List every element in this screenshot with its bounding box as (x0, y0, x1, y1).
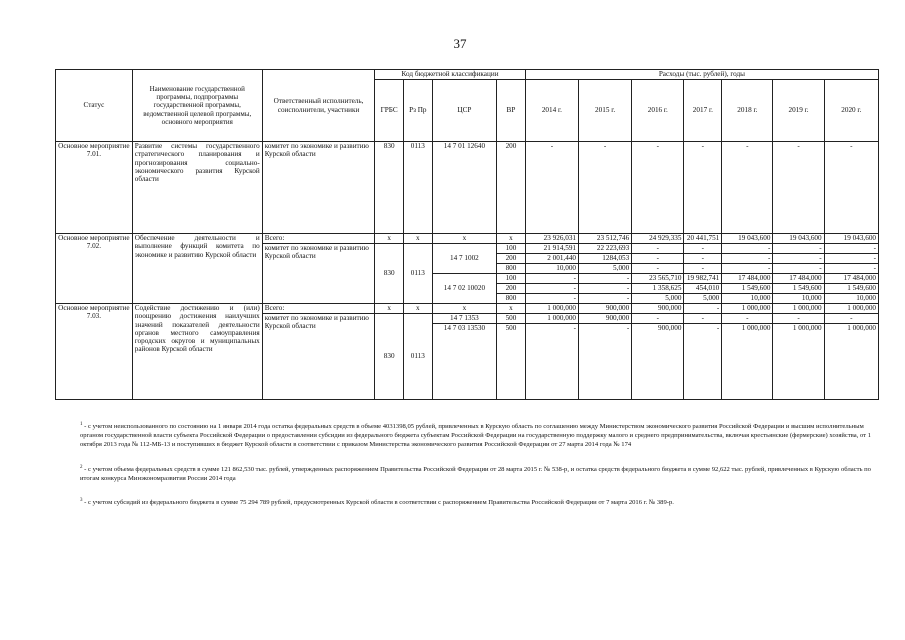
value-cell: - (632, 264, 684, 274)
value-cell: 5,000 (579, 264, 632, 274)
vr-cell: 200 (497, 254, 526, 264)
vr-cell: 500 (497, 324, 526, 400)
header-name: Наименование государственной программы, подпрограммы государственной программы, ведомственной целевой программы, основного мероприятия (132, 70, 262, 142)
total-value: 1 000,000 (722, 304, 773, 314)
total-value: 23 512,746 (579, 234, 632, 244)
value-cell: 5,000 (632, 294, 684, 304)
total-value: 24 929,335 (632, 234, 684, 244)
value-cell: - (773, 264, 824, 274)
value-cell: - (824, 244, 878, 254)
value-cell: - (722, 264, 773, 274)
value-cell: 1 000,000 (773, 324, 824, 400)
value-cell: - (579, 284, 632, 294)
total-value: 900,000 (579, 304, 632, 314)
grbs-cell: 830 (375, 244, 404, 304)
value-cell: - (824, 314, 878, 324)
value-cell: - (722, 314, 773, 324)
value-cell: - (525, 294, 578, 304)
total-value: 19 043,600 (722, 234, 773, 244)
header-executor: Ответственный исполнитель, соисполнители, участники (262, 70, 375, 142)
value-cell: - (579, 274, 632, 284)
x-cell: х (497, 234, 526, 244)
vr-cell: 200 (497, 284, 526, 294)
x-cell: х (432, 234, 496, 244)
value-cell: - (684, 324, 722, 400)
value-cell: - (824, 142, 878, 234)
value-cell: - (632, 142, 684, 234)
value-cell: - (773, 244, 824, 254)
status-cell: Основное мероприятие 7.01. (56, 142, 133, 234)
vr-cell: 100 (497, 274, 526, 284)
total-value: 23 926,031 (525, 234, 578, 244)
header-2016: 2016 г. (632, 80, 684, 142)
value-cell: - (632, 254, 684, 264)
rzpr-cell: 0113 (403, 244, 432, 304)
value-cell: - (684, 244, 722, 254)
value-cell: - (824, 254, 878, 264)
value-cell: 10,000 (824, 294, 878, 304)
csr-cell: 14 7 1353 (432, 314, 496, 324)
value-cell: 2 001,440 (525, 254, 578, 264)
value-cell: 10,000 (773, 294, 824, 304)
footnote-mark: 2 (80, 465, 83, 470)
value-cell: 17 484,000 (824, 274, 878, 284)
header-2017: 2017 г. (684, 80, 722, 142)
x-cell: х (375, 304, 404, 314)
value-cell: 1284,053 (579, 254, 632, 264)
value-cell: - (632, 314, 684, 324)
footnote-text: - с учетом неиспользованного по состоянию на 1 января 2014 года остатка федеральных средств в объеме 4031398,05 рублей, привлеченных в Курскую область по соглашению между Министерством экономического развития Российской Федерации и высшим исполнительным органом государственной власти субъекта Российской Федерации о предоставлении субсидии из федерального бюджета субъектам Российской Федерации на государственную поддержку малого и среднего предпринимательства, включая крестьянские (фермерские) хозяйства, от 1 октября 2013 года № 112-МБ-13 и поступивших в бюджет Курской области в соответствии с приказом Министерства экономического развития Российской Федерации от 27 марта 2014 года № 174 (80, 423, 872, 448)
footnote-mark: 3 (80, 498, 83, 503)
value-cell: 10,000 (722, 294, 773, 304)
grbs-cell: 830 (375, 142, 404, 234)
value-cell: 10,000 (525, 264, 578, 274)
vr-cell: 100 (497, 244, 526, 254)
vr-cell: 500 (497, 314, 526, 324)
total-value: 1 000,000 (824, 304, 878, 314)
total-value: 20 441,751 (684, 234, 722, 244)
header-2018: 2018 г. (722, 80, 773, 142)
header-rzpr: Рз Пр (403, 80, 432, 142)
value-cell: - (632, 244, 684, 254)
x-cell: х (375, 234, 404, 244)
expenses-table (55, 69, 879, 400)
table-row (56, 142, 879, 234)
vr-cell: 800 (497, 294, 526, 304)
value-cell: - (525, 284, 578, 294)
footnote-3 (80, 498, 880, 508)
csr-cell: 14 7 1002 (432, 244, 496, 274)
value-cell: - (525, 274, 578, 284)
value-cell: - (684, 314, 722, 324)
value-cell: - (579, 294, 632, 304)
value-cell: 900,000 (579, 314, 632, 324)
total-value: 1 000,000 (525, 304, 578, 314)
name-cell: Обеспечение деятельности и выполнение функций комитета по экономике и развитию Курской области (132, 234, 262, 304)
value-cell: - (525, 142, 578, 234)
total-value: 19 043,600 (824, 234, 878, 244)
value-cell: 22 223,693 (579, 244, 632, 254)
total-label: Всего: (262, 234, 375, 244)
name-cell: Содействие достижению и (или) поощрению достижения наилучших значений показателей деятельности органов местного самоуправления городских округов и муниципальных районов Курской области (132, 304, 262, 400)
rzpr-cell: 0113 (403, 142, 432, 234)
table-row (56, 234, 879, 244)
value-cell: 1 549,600 (722, 284, 773, 294)
footnote-text: - с учетом объема федеральных средств в сумме 121 862,530 тыс. рублей, утвержденных распоряжением Правительства Российской Федерации от 28 марта 2015 г. № 538-р, и остатка средств федерального бюджета в сумме 92,622 тыс. рублей, привлеченных в Курскую область по итогам конкурса Минэкономразвития России 2014 года (80, 466, 871, 483)
total-label: Всего: (262, 304, 375, 314)
page-number: 37 (453, 36, 467, 51)
value-cell: 454,010 (684, 284, 722, 294)
name-cell: Развитие системы государственного стратегического планирования и прогнозирования социально-экономического развития Курской области (132, 142, 262, 234)
value-cell: - (684, 264, 722, 274)
value-cell: - (525, 324, 578, 400)
rzpr-cell: 0113 (403, 314, 432, 400)
vr-cell: 200 (497, 142, 526, 234)
x-cell: х (403, 234, 432, 244)
value-cell: 1 000,000 (722, 324, 773, 400)
value-cell: 1 549,600 (824, 284, 878, 294)
header-2019: 2019 г. (773, 80, 824, 142)
header-2014: 2014 г. (525, 80, 578, 142)
header-2020: 2020 г. (824, 80, 878, 142)
value-cell: 5,000 (684, 294, 722, 304)
executor-cell: комитет по экономике и развитию Курской области (262, 244, 375, 304)
value-cell: 1 358,625 (632, 284, 684, 294)
value-cell: - (684, 254, 722, 264)
x-cell: х (432, 304, 496, 314)
vr-cell: 800 (497, 264, 526, 274)
value-cell: 21 914,591 (525, 244, 578, 254)
header-vr: ВР (497, 80, 526, 142)
x-cell: х (497, 304, 526, 314)
value-cell: 1 549,600 (773, 284, 824, 294)
value-cell: - (773, 314, 824, 324)
executor-cell: комитет по экономике и развитию Курской области (262, 314, 375, 400)
csr-cell: 14 7 01 12640 (432, 142, 496, 234)
value-cell: - (722, 254, 773, 264)
value-cell: 19 982,741 (684, 274, 722, 284)
table-row (56, 304, 879, 314)
header-code-group: Код бюджетной классификации (375, 70, 525, 80)
value-cell: - (579, 142, 632, 234)
executor-cell: комитет по экономике и развитию Курской области (262, 142, 375, 234)
total-value: 19 043,600 (773, 234, 824, 244)
value-cell: 17 484,000 (722, 274, 773, 284)
footnote-2 (80, 465, 880, 484)
footnote-mark: 1 (80, 422, 83, 427)
csr-cell: 14 7 02 10020 (432, 274, 496, 304)
header-status: Статус (56, 70, 133, 142)
header-grbs: ГРБС (375, 80, 404, 142)
x-cell: х (403, 304, 432, 314)
value-cell: - (773, 254, 824, 264)
csr-cell: 14 7 03 13530 (432, 324, 496, 400)
status-cell: Основное мероприятие 7.03. (56, 304, 133, 400)
footnote-text: - с учетом субсидий из федерального бюджета в сумме 75 294 789 рублей, предусмотренных Курской области в соответствии с распоряжением Правительства Российской Федерации от 7 марта 2016 г. № 389-р. (82, 499, 674, 507)
value-cell: 900,000 (632, 324, 684, 400)
value-cell: - (684, 142, 722, 234)
total-value: 900,000 (632, 304, 684, 314)
value-cell: - (722, 244, 773, 254)
value-cell: - (579, 324, 632, 400)
value-cell: - (722, 142, 773, 234)
total-value: 1 000,000 (773, 304, 824, 314)
footnote-1 (80, 422, 880, 450)
value-cell: 23 565,710 (632, 274, 684, 284)
header-csr: ЦСР (432, 80, 496, 142)
value-cell: - (773, 142, 824, 234)
total-value: - (684, 304, 722, 314)
value-cell: 1 000,000 (824, 324, 878, 400)
value-cell: 1 000,000 (525, 314, 578, 324)
header-2015: 2015 г. (579, 80, 632, 142)
value-cell: 17 484,000 (773, 274, 824, 284)
header-expenses-group: Расходы (тыс. рублей), годы (525, 70, 878, 80)
grbs-cell: 830 (375, 314, 404, 400)
value-cell: - (824, 264, 878, 274)
status-cell: Основное мероприятие 7.02. (56, 234, 133, 304)
